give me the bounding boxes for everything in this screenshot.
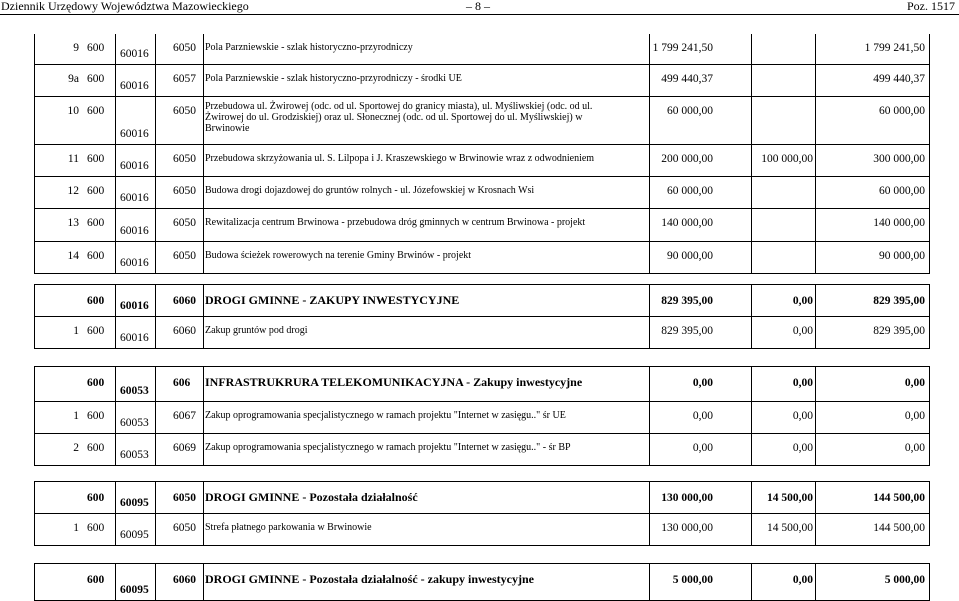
column-divider <box>815 209 816 241</box>
column-divider <box>203 514 204 545</box>
cell-kwota1: 90 000,00 <box>667 250 713 262</box>
cell-kwota3: 0,00 <box>904 377 925 389</box>
page-header <box>0 0 959 15</box>
cell-kwota3: 144 500,00 <box>873 522 925 534</box>
cell-dzial: 600 <box>87 153 105 165</box>
cell-paragraf: 6050 <box>173 250 196 262</box>
column-divider <box>751 97 752 144</box>
cell-kwota1: 499 440,37 <box>661 73 713 85</box>
cell-dzial: 600 <box>87 250 105 262</box>
cell-rozdzial: 60016 <box>120 128 149 140</box>
table-row <box>35 97 929 145</box>
cell-lp: 12 <box>67 185 79 197</box>
cell-opis: Przebudowa skrzyżowania ul. S. Lilpopa i J. Kraszewskiego w Brwinowie wraz z odwodnieniem <box>205 153 595 164</box>
cell-kwota3: 829 395,00 <box>873 325 925 337</box>
column-divider <box>815 242 816 273</box>
cell-paragraf: 6057 <box>173 73 196 85</box>
cell-opis: INFRASTRUKRURA TELEKOMUNIKACYJNA - Zakupy inwestycyjne <box>205 375 583 389</box>
column-divider <box>203 285 204 316</box>
table-section-header-row <box>35 285 929 317</box>
cell-paragraf: 6060 <box>173 574 196 586</box>
table-row <box>35 434 929 466</box>
cell-kwota3: 90 000,00 <box>879 250 925 262</box>
cell-dzial: 600 <box>87 492 105 504</box>
cell-kwota3: 0,00 <box>904 410 925 422</box>
cell-dzial: 600 <box>87 410 105 422</box>
column-divider <box>203 317 204 348</box>
column-divider <box>203 177 204 208</box>
column-divider <box>815 367 816 401</box>
table-row <box>35 317 929 349</box>
cell-rozdzial: 60053 <box>120 449 149 461</box>
page-number: – 8 – <box>466 0 490 13</box>
cell-opis: DROGI GMINNE - Pozostała działalność <box>205 490 418 504</box>
cell-rozdzial: 60016 <box>120 257 149 269</box>
column-divider <box>815 34 816 64</box>
cell-paragraf: 6050 <box>173 217 196 229</box>
cell-kwota3: 5 000,00 <box>884 574 925 586</box>
cell-kwota1: 0,00 <box>692 442 713 454</box>
cell-dzial: 600 <box>87 522 105 534</box>
cell-rozdzial: 60053 <box>120 385 149 397</box>
cell-kwota2: 100 000,00 <box>761 153 813 165</box>
column-divider <box>751 177 752 208</box>
cell-kwota2: 0,00 <box>792 442 813 454</box>
cell-kwota3: 60 000,00 <box>879 185 925 197</box>
cell-dzial: 600 <box>87 185 105 197</box>
cell-opis: Budowa drogi dojazdowej do gruntów rolnych - ul. Józefowskiej w Krosnach Wsi <box>205 185 535 196</box>
budget-table-section <box>34 284 930 349</box>
cell-lp: 10 <box>67 105 79 117</box>
cell-lp: 1 <box>73 522 79 534</box>
cell-dzial: 600 <box>87 217 105 229</box>
column-divider <box>815 564 816 600</box>
cell-lp: 9 <box>73 42 79 54</box>
column-divider <box>203 145 204 176</box>
cell-rozdzial: 60095 <box>120 497 149 509</box>
cell-opis: Zakup gruntów pod drogi <box>205 325 308 336</box>
column-divider <box>815 317 816 348</box>
cell-kwota2: 14 500,00 <box>767 492 813 504</box>
cell-paragraf: 6050 <box>173 153 196 165</box>
cell-paragraf: 6067 <box>173 410 196 422</box>
column-divider <box>115 564 116 600</box>
table-row <box>35 402 929 434</box>
cell-kwota2: 0,00 <box>792 377 813 389</box>
column-divider <box>115 402 116 433</box>
column-divider <box>115 177 116 208</box>
cell-kwota2: 0,00 <box>792 325 813 337</box>
table-row <box>35 65 929 97</box>
column-divider <box>115 97 116 144</box>
cell-lp: 2 <box>73 442 79 454</box>
column-divider <box>115 317 116 348</box>
column-divider <box>115 65 116 96</box>
column-divider <box>203 65 204 96</box>
table-section-header-row <box>35 367 929 402</box>
column-divider <box>751 34 752 64</box>
cell-kwota3: 499 440,37 <box>873 73 925 85</box>
cell-paragraf: 6060 <box>173 295 196 307</box>
cell-dzial: 600 <box>87 442 105 454</box>
cell-kwota1: 0,00 <box>692 410 713 422</box>
cell-dzial: 600 <box>87 574 105 586</box>
column-divider <box>115 434 116 465</box>
column-divider <box>115 145 116 176</box>
table-row <box>35 145 929 177</box>
column-divider <box>203 242 204 273</box>
cell-kwota1: 60 000,00 <box>667 105 713 117</box>
position-number: Poz. 1517 <box>907 0 955 13</box>
cell-kwota1: 829 395,00 <box>661 325 713 337</box>
cell-rozdzial: 60016 <box>120 80 149 92</box>
cell-lp: 1 <box>73 325 79 337</box>
cell-dzial: 600 <box>87 73 105 85</box>
cell-paragraf: 6050 <box>173 42 196 54</box>
cell-kwota2: 14 500,00 <box>767 522 813 534</box>
cell-rozdzial: 60016 <box>120 192 149 204</box>
publication-title: Dziennik Urzędowy Województwa Mazowieckiego <box>1 0 249 13</box>
column-divider <box>815 65 816 96</box>
column-divider <box>203 34 204 64</box>
column-divider <box>815 97 816 144</box>
table-section-header-row <box>35 482 929 514</box>
cell-kwota1: 130 000,00 <box>661 522 713 534</box>
column-divider <box>115 209 116 241</box>
budget-table-section <box>34 563 930 601</box>
table-row <box>35 209 929 242</box>
budget-table-section <box>34 34 930 274</box>
cell-rozdzial: 60016 <box>120 225 149 237</box>
cell-paragraf: 6060 <box>173 325 196 337</box>
cell-rozdzial: 60053 <box>120 417 149 429</box>
column-divider <box>751 242 752 273</box>
cell-opis: Przebudowa ul. Żwirowej (odc. od ul. Sportowej do granicy miasta), ul. Myśliwskiej (odc. od ul. Żwirowej do ul. Grodziskiej) oraz ul. Słonecznej (odc. od ul. Sportowej do ul. Myśliwskiej) w Brwinowie <box>205 101 593 134</box>
cell-paragraf: 6050 <box>173 185 196 197</box>
cell-dzial: 600 <box>87 105 105 117</box>
column-divider <box>203 482 204 513</box>
column-divider <box>203 402 204 433</box>
cell-kwota1: 130 000,00 <box>661 492 713 504</box>
cell-opis: Rewitalizacja centrum Brwinowa - przebudowa dróg gminnych w centrum Brwinowa - projekt <box>205 217 586 228</box>
cell-lp: 14 <box>67 250 79 262</box>
cell-kwota3: 829 395,00 <box>873 295 925 307</box>
cell-dzial: 600 <box>87 325 105 337</box>
cell-rozdzial: 60095 <box>120 584 149 596</box>
cell-kwota2: 0,00 <box>792 574 813 586</box>
column-divider <box>203 564 204 600</box>
cell-lp: 13 <box>67 217 79 229</box>
column-divider <box>815 285 816 316</box>
cell-kwota3: 60 000,00 <box>879 105 925 117</box>
cell-dzial: 600 <box>87 295 105 307</box>
cell-kwota2: 0,00 <box>792 295 813 307</box>
cell-kwota3: 300 000,00 <box>873 153 925 165</box>
cell-rozdzial: 60095 <box>120 529 149 541</box>
column-divider <box>815 402 816 433</box>
cell-opis: Strefa płatnego parkowania w Brwinowie <box>205 522 372 533</box>
cell-dzial: 600 <box>87 377 105 389</box>
cell-kwota3: 1 799 241,50 <box>864 42 925 54</box>
table-row <box>35 514 929 546</box>
column-divider <box>815 514 816 545</box>
column-divider <box>115 34 116 64</box>
cell-lp: 1 <box>73 410 79 422</box>
cell-kwota1: 60 000,00 <box>667 185 713 197</box>
column-divider <box>815 177 816 208</box>
cell-opis: DROGI GMINNE - Pozostała działalność - zakupy inwestycyjne <box>205 572 534 586</box>
column-divider <box>815 434 816 465</box>
column-divider <box>115 285 116 316</box>
cell-rozdzial: 60016 <box>120 300 149 312</box>
column-divider <box>203 367 204 401</box>
cell-opis: Budowa ścieżek rowerowych na terenie Gminy Brwinów - projekt <box>205 250 472 261</box>
budget-table-section <box>34 366 930 466</box>
cell-paragraf: 6050 <box>173 492 196 504</box>
column-divider <box>203 97 204 144</box>
cell-lp: 9a <box>68 73 79 85</box>
table-row <box>35 242 929 274</box>
cell-paragraf: 606 <box>173 377 191 389</box>
cell-kwota1: 1 799 241,50 <box>652 42 713 54</box>
cell-lp: 11 <box>67 153 79 165</box>
cell-kwota1: 5 000,00 <box>672 574 713 586</box>
cell-kwota1: 0,00 <box>692 377 713 389</box>
cell-kwota3: 140 000,00 <box>873 217 925 229</box>
column-divider <box>115 514 116 545</box>
column-divider <box>203 434 204 465</box>
column-divider <box>751 209 752 241</box>
column-divider <box>751 65 752 96</box>
table-row <box>35 34 929 65</box>
cell-rozdzial: 60016 <box>120 48 149 60</box>
cell-opis: Pola Parzniewskie - szlak historyczno-przyrodniczy <box>205 42 413 53</box>
column-divider <box>815 482 816 513</box>
column-divider <box>815 145 816 176</box>
cell-rozdzial: 60016 <box>120 332 149 344</box>
column-divider <box>115 367 116 401</box>
column-divider <box>203 209 204 241</box>
cell-dzial: 600 <box>87 42 105 54</box>
cell-kwota1: 200 000,00 <box>661 153 713 165</box>
column-divider <box>115 242 116 273</box>
cell-opis: DROGI GMINNE - ZAKUPY INWESTYCYJNE <box>205 293 460 307</box>
column-divider <box>115 482 116 513</box>
cell-opis: Zakup oprogramowania specjalistycznego w ramach projektu "Internet w zasięgu.." - śr BP <box>205 442 571 453</box>
cell-kwota1: 140 000,00 <box>661 217 713 229</box>
cell-opis: Zakup oprogramowania specjalistycznego w ramach projektu "Internet w zasięgu.." śr UE <box>205 410 566 421</box>
budget-table-section <box>34 481 930 546</box>
cell-kwota2: 0,00 <box>792 410 813 422</box>
table-row <box>35 177 929 209</box>
cell-kwota1: 829 395,00 <box>661 295 713 307</box>
cell-paragraf: 6050 <box>173 105 196 117</box>
cell-paragraf: 6050 <box>173 522 196 534</box>
cell-kwota3: 144 500,00 <box>873 492 925 504</box>
table-section-header-row <box>35 564 929 601</box>
cell-kwota3: 0,00 <box>904 442 925 454</box>
cell-paragraf: 6069 <box>173 442 196 454</box>
cell-rozdzial: 60016 <box>120 160 149 172</box>
cell-opis: Pola Parzniewskie - szlak historyczno-przyrodniczy - środki UE <box>205 73 462 84</box>
